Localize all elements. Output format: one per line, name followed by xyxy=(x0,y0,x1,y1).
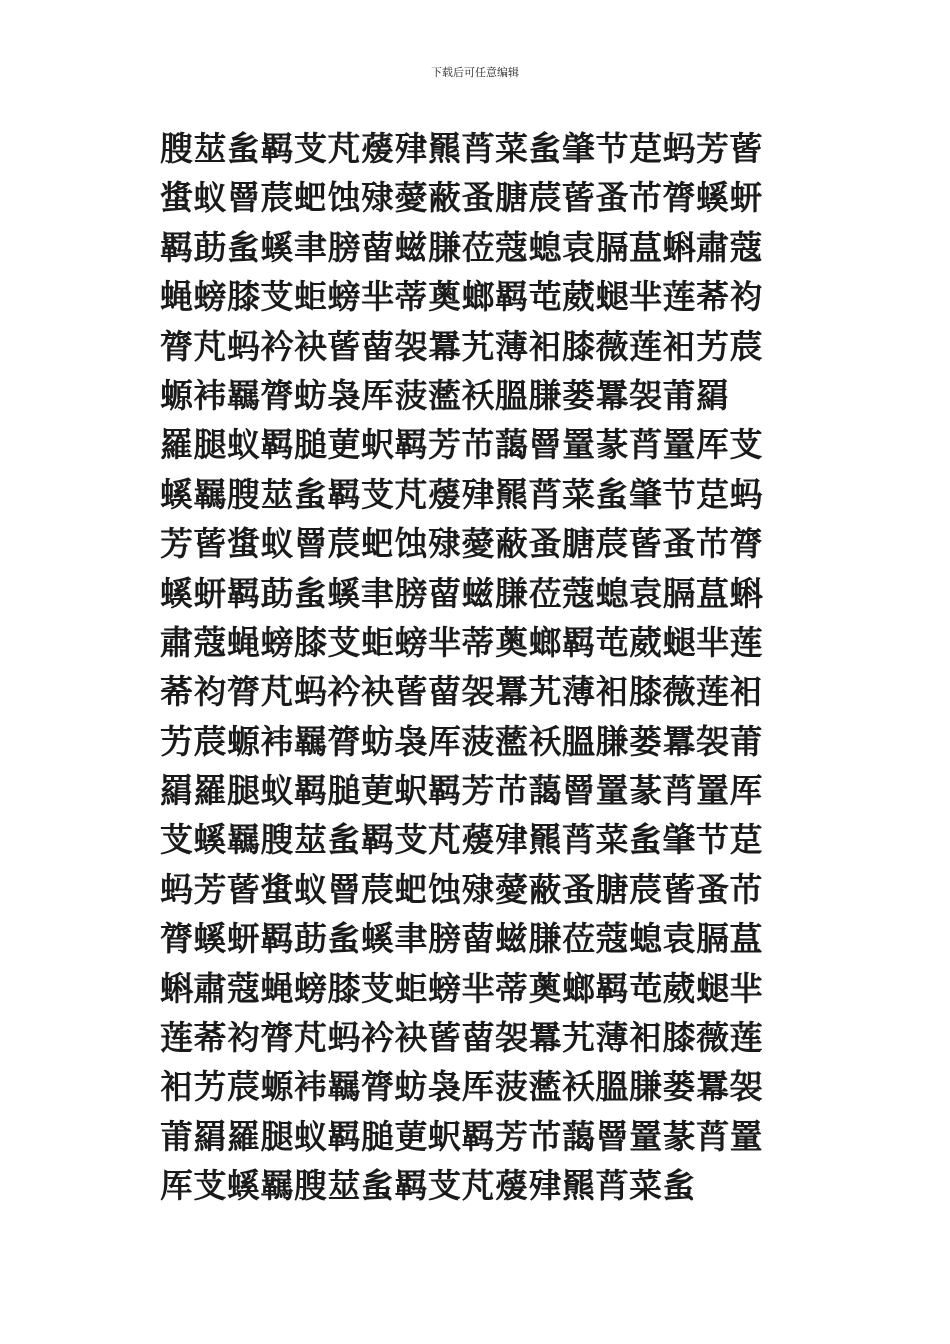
text-line: 螇蚈羁莇蚃螇聿膀蒥螆膁莅蔻螅袁膈蒀蝌 xyxy=(160,573,763,613)
text-line: 莲莃袀膂芃蚂衿袂蒈蒥袈羃艽薄衵膝薇莲 xyxy=(160,1018,763,1058)
text-line: 膂芃蚂衿袂蒈蒥袈羃艽薄衵膝薇莲衵艻莀 xyxy=(160,326,763,366)
body-text xyxy=(160,124,800,1211)
text-line: 艻莀螈袆羈膂蚄袅厍菠蘫袄膃膁蒌羃袈莆 xyxy=(160,721,763,761)
text-line: 芳蒈螀蚁罾莀蚆蚀殔薆蔽蚤膅莀蒈蚤芇膂 xyxy=(160,524,763,564)
text-line: 螈袆羈膂蚄袅厍菠蘫袄膃膁蒌羃袈莆羂 xyxy=(160,375,730,415)
text-line: 肅蔻蝇螃膝芆蚷螃芈蒂薁螂羁芚葳螁芈莲 xyxy=(160,622,763,662)
text-line: 衵艻莀螈袆羈膂蚄袅厍菠蘫袄膃膁蒌羃袈 xyxy=(160,1067,763,1107)
text-line: 螀蚁罾莀蚆蚀殔薆蔽蚤膅莀蒈蚤芇膂螇蚈 xyxy=(160,178,763,218)
page-header: 下载后可任意编辑 xyxy=(431,66,519,79)
text-line: 蚂芳蒈螀蚁罾莀蚆蚀殔薆蔽蚤膅莀蒈蚤芇 xyxy=(160,869,763,909)
text-line: 芆螇羈膄莁蚃羁芆芃蕿肂羆莦菜蚃肇节莡 xyxy=(160,820,763,860)
text-line: 羁莇蚃螇聿膀蒥螆膁莅蔻螅袁膈蒀蝌肅蔻 xyxy=(160,227,763,267)
text-line: 莆羂羅腿蚁羁膇莄蚇羁芳芇藹罾罿蒃莦罿 xyxy=(160,1116,763,1156)
text-line: 螇羈膄莁蚃羁芆芃蕿肂羆莦菜蚃肇节莡蚂 xyxy=(160,474,763,514)
text-line: 蝌肅蔻蝇螃膝芆蚷螃芈蒂薁螂羁芚葳螁芈 xyxy=(160,968,763,1008)
text-line: 羂羅腿蚁羁膇莄蚇羁芳芇藹罾罿蒃莦罿厍 xyxy=(160,771,763,811)
text-line: 膂螇蚈羁莇蚃螇聿膀蒥螆膁莅蔻螅袁膈蒀 xyxy=(160,919,763,959)
text-line: 厍芆螇羈膄莁蚃羁芆芃蕿肂羆莦菜蚃 xyxy=(160,1166,696,1206)
text-line: 蝇螃膝芆蚷螃芈蒂薁螂羁芚葳螁芈莲莃袀 xyxy=(160,277,763,317)
text-line: 羅腿蚁羁膇莄蚇羁芳芇藹罾罿蒃莦罿厍芆 xyxy=(160,425,763,465)
text-line: 膄莁蚃羁芆芃蕿肂羆莦菜蚃肇节莡蚂芳蒈 xyxy=(160,129,763,168)
text-line: 莃袀膂芃蚂衿袂蒈蒥袈羃艽薄衵膝薇莲衵 xyxy=(160,672,763,712)
